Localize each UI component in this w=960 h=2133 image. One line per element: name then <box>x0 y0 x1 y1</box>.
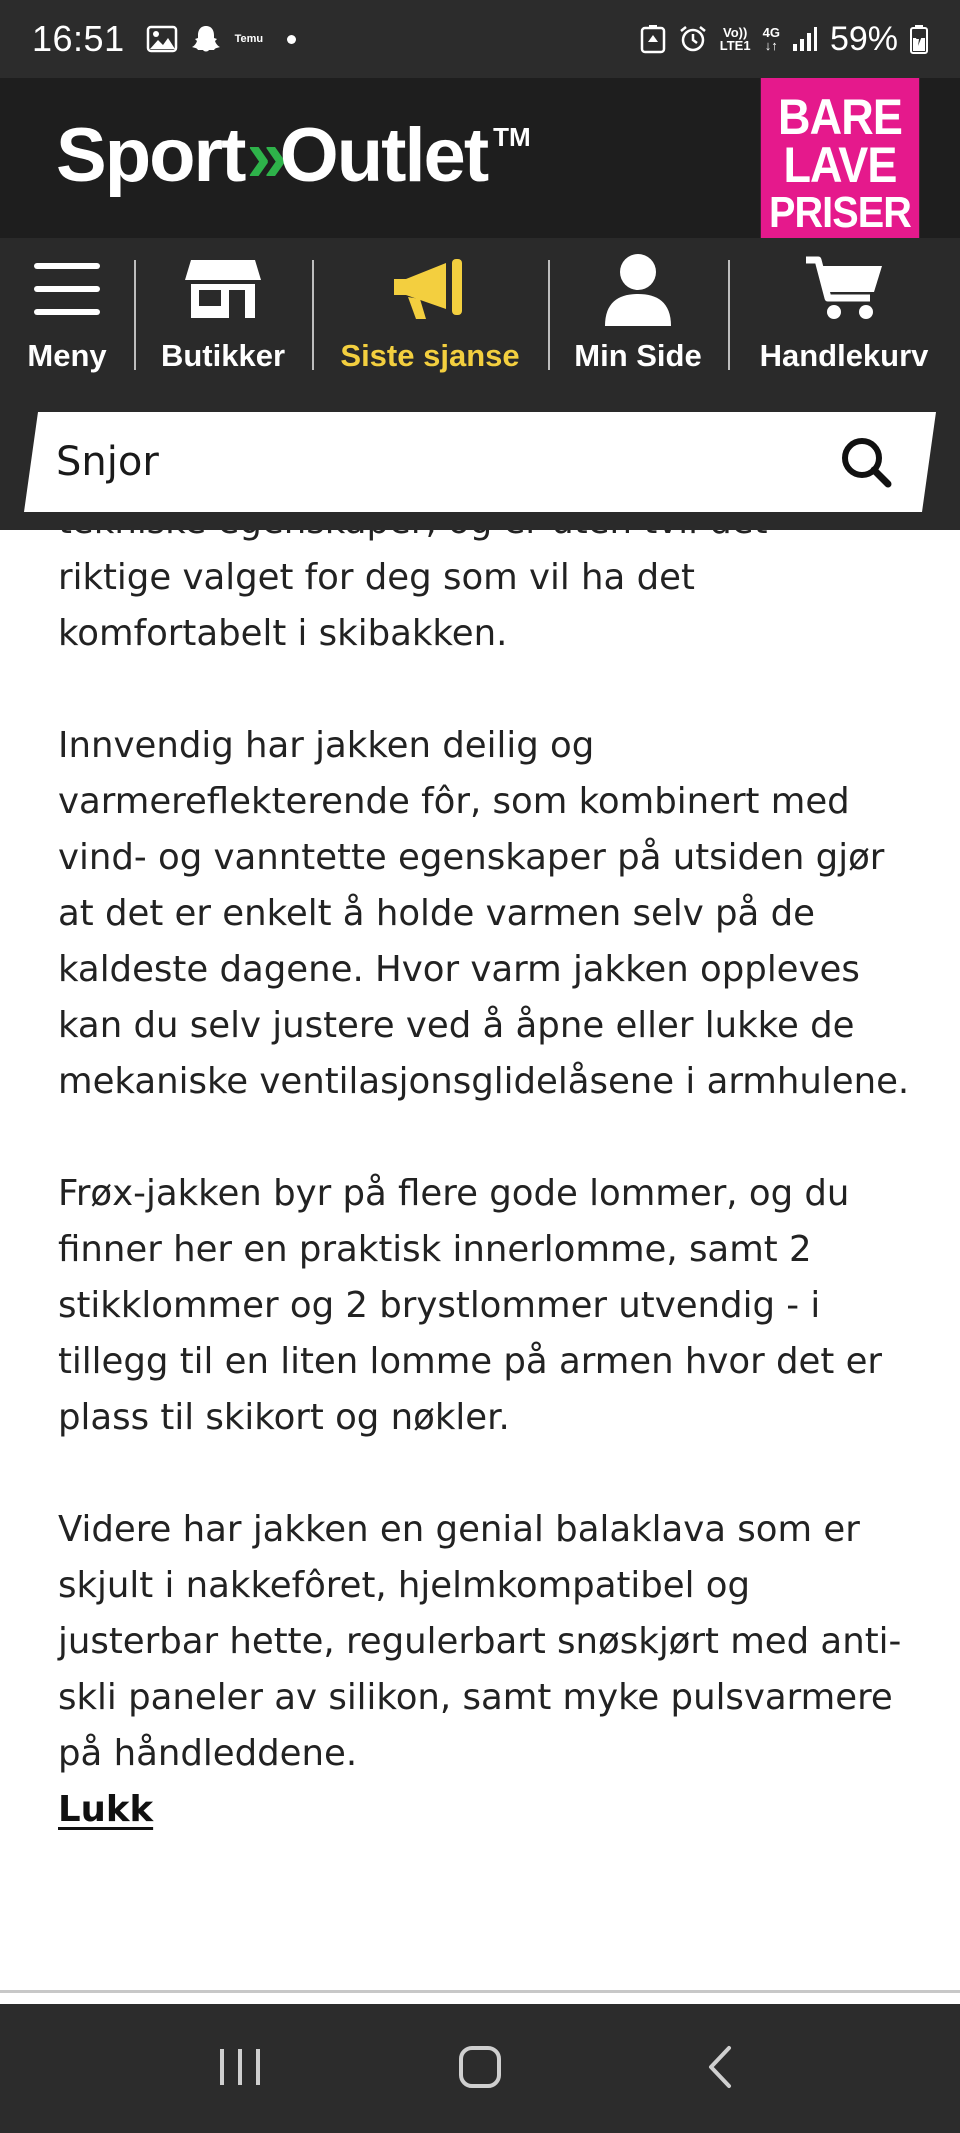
nav-menu[interactable] <box>0 238 134 394</box>
megaphone-icon <box>390 254 470 324</box>
product-description-viewport <box>0 530 960 1990</box>
recents-button[interactable] <box>180 2024 300 2114</box>
logo-outlet: Outlet <box>279 113 488 198</box>
description-paragraph-4: Videre har jakken en genial balaklava som er skjult i nakkefôret, hjelmkompatibel og justerbar hette, regulerbart snøskjørt med anti-skli paneler av silikon, samt myke pulsvarmere på håndleddene. <box>58 1509 902 1774</box>
description-paragraph-2: Innvendig har jakken deilig og varmereflekterende fôr, som kombinert med vind- og vanntette egenskaper på utsiden gjør at det er enkelt å holde varmen selv på de kaldeste dagene. Hvor varm jakken oppleves kan du selv justere ved å åpne eller lukke de mekaniske ventilasjonsglidelåsene i armhulene. <box>58 725 910 1102</box>
battery-charging-icon <box>910 24 928 54</box>
brand-header <box>0 78 960 238</box>
temu-icon <box>235 34 264 45</box>
search-input[interactable] <box>56 439 840 485</box>
nav-cart[interactable] <box>728 238 960 394</box>
store-icon <box>185 254 261 324</box>
promo-line-1: BARE <box>778 89 902 145</box>
nav-last-chance-label: Siste sjanse <box>340 338 520 373</box>
main-nav <box>0 238 960 394</box>
android-navigation-bar <box>0 2004 960 2133</box>
volte-icon <box>720 26 751 52</box>
network-type-icon: 4G ↓↑ <box>762 25 780 53</box>
close-description-link[interactable]: Lukk <box>58 1789 154 1830</box>
bare-lave-priser-badge[interactable] <box>761 78 919 252</box>
battery-percent: 59% <box>829 19 898 58</box>
description-paragraph-3: Frøx-jakken byr på flere gode lommer, og du finner her en praktisk innerlomme, samt 2 stikklommer og 2 brystlommer utvendig - i tillegg til en liten lomme på armen hvor det er plass til skikort og nøkler. <box>58 1173 883 1438</box>
recents-icon <box>218 2047 262 2091</box>
lte-label: LTE1 <box>719 38 751 53</box>
nav-last-chance[interactable] <box>312 238 548 394</box>
nav-my-page-label: Min Side <box>574 338 702 373</box>
search-box <box>24 412 936 512</box>
temu-label: Temu <box>234 32 264 45</box>
network-4g-label: 4G <box>762 25 780 40</box>
status-time: 16:51 <box>32 18 125 59</box>
nav-cart-label: Handlekurv <box>759 338 929 373</box>
back-button[interactable] <box>660 2024 780 2114</box>
nav-stores-label: Butikker <box>160 338 286 373</box>
nav-my-page[interactable] <box>548 238 728 394</box>
logo-sport: Sport <box>56 113 245 198</box>
search-bar-container <box>0 394 960 530</box>
status-notification-icons <box>147 24 297 54</box>
logo-arrows: » <box>246 114 278 197</box>
back-icon <box>705 2045 735 2093</box>
description-paragraph-1: riktige valget for deg som vil ha det komfortabelt i skibakken. <box>58 557 695 654</box>
gallery-icon <box>147 26 177 52</box>
promo-line-2: LAVE <box>783 137 897 193</box>
promo-line-3: PRISER <box>768 188 912 237</box>
status-system-icons <box>640 20 928 59</box>
sport-outlet-logo[interactable] <box>56 113 531 198</box>
cart-icon <box>806 254 882 324</box>
status-bar <box>0 0 960 78</box>
home-button[interactable] <box>420 2024 540 2114</box>
volte-label: Vo)) <box>723 25 748 40</box>
signal-icon <box>792 26 818 52</box>
data-saver-icon <box>640 24 666 54</box>
home-icon <box>458 2045 502 2093</box>
product-description <box>58 494 918 1838</box>
nav-menu-label: Meny <box>27 338 107 373</box>
page-divider <box>0 1990 960 1993</box>
nav-stores[interactable] <box>134 238 312 394</box>
notification-dot <box>287 35 296 44</box>
alarm-icon <box>678 24 708 54</box>
user-icon <box>603 254 673 324</box>
hamburger-icon <box>34 254 100 324</box>
search-icon[interactable] <box>840 436 892 488</box>
snapchat-icon <box>191 24 221 54</box>
logo-trademark: TM <box>493 122 531 152</box>
